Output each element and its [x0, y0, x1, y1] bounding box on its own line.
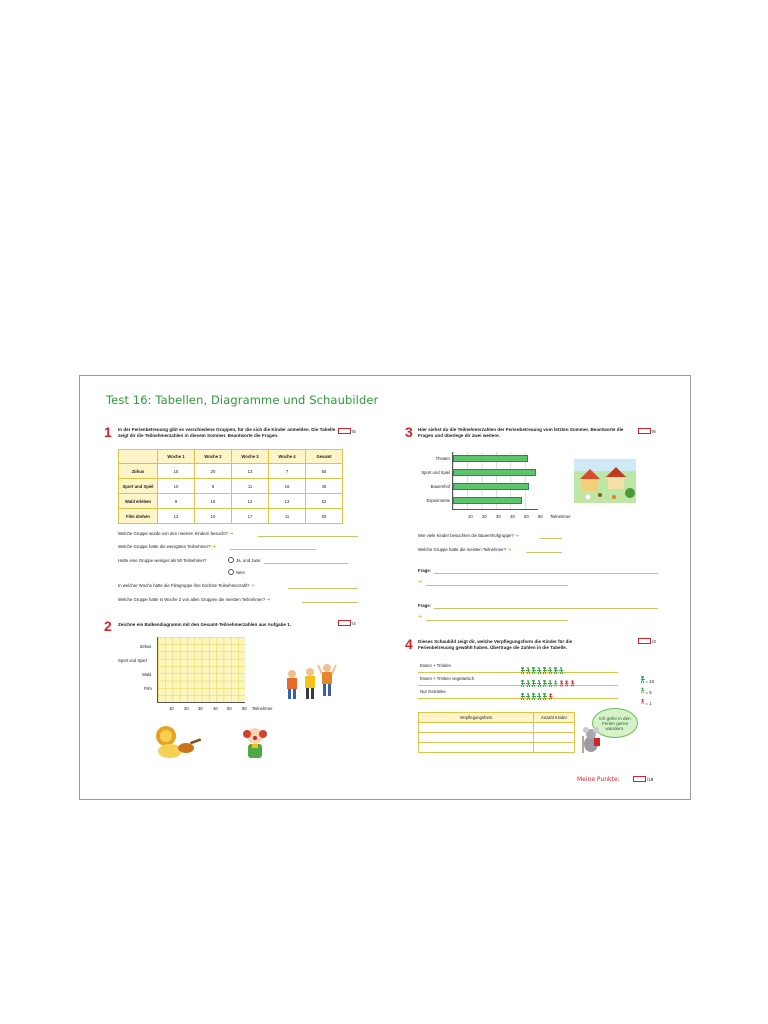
task2-instruction: Zeichne ein Balkendiagramm mit den Gesamt-Teilnehmerzahlen aus Aufgabe 1.	[118, 622, 292, 627]
answer-line[interactable]	[526, 552, 562, 553]
task1-question-4: In welcher Woche hatte die Filmgruppe ihre höchste Teilnehmerzahl? ➜	[118, 583, 255, 589]
arrow-icon: ➜	[211, 544, 216, 550]
task4-number: 4	[405, 636, 413, 652]
table-cell: 17	[232, 509, 269, 524]
clown-illustration	[240, 724, 270, 760]
y-category: Zirkus	[140, 644, 152, 649]
arrow-icon: ➜	[507, 547, 512, 553]
pictogram-row	[418, 673, 618, 686]
table-row	[119, 464, 343, 479]
task1-question-3: Hatte eine Gruppe weniger als 50 Teilnehmer?	[118, 558, 207, 563]
table-row	[419, 733, 575, 743]
legend-item: = 10	[640, 670, 654, 681]
table-cell-input[interactable]	[419, 733, 534, 743]
table-cell: 12	[232, 494, 269, 509]
table-row	[119, 494, 343, 509]
task3-number: 3	[405, 424, 413, 440]
table-cell: 11	[232, 479, 269, 494]
pictogram-label: Nur Getränke	[420, 689, 446, 694]
row-label: Sport und Spiel	[119, 479, 158, 494]
figure-icon	[520, 693, 525, 700]
bar-category-label: Sport und Spiel	[421, 470, 450, 475]
x-tick: 20	[482, 514, 487, 519]
answer-line[interactable]	[258, 536, 358, 537]
task1-points: /5	[352, 429, 356, 434]
table-cell: 15	[158, 464, 195, 479]
table-cell: 7	[269, 464, 306, 479]
table-cell: 10	[195, 509, 232, 524]
table-cell: 52	[306, 494, 343, 509]
task1-question-2: Welche Gruppe hatte die wenigsten Teilnehmer? ➜	[118, 544, 216, 550]
arrow-icon: ➜	[418, 579, 423, 585]
figure-icon	[531, 693, 536, 700]
answer-line[interactable]	[540, 538, 562, 539]
task2-points-box[interactable]	[338, 620, 351, 626]
x-tick: 60	[538, 514, 543, 519]
figure-icon	[526, 693, 531, 700]
arrow-icon: ➜	[418, 614, 423, 620]
radio-yes[interactable]	[228, 557, 234, 563]
task1-question-5: Welche Gruppe hatte in Woche 2 von allen Gruppen die meisten Teilnehmer? ➜	[118, 597, 271, 603]
figure-icon	[542, 693, 547, 700]
pictogram-row	[418, 660, 618, 673]
figure-icon	[537, 693, 542, 700]
bar-category-label: Bauernhof	[430, 484, 450, 489]
bar-experimente	[453, 497, 522, 504]
pictogram-row	[418, 686, 618, 699]
table-header: Verpflegungsform	[419, 713, 534, 723]
task3-points: /6	[652, 429, 656, 434]
option-no-label: Nein	[236, 570, 245, 575]
answer-line[interactable]	[302, 602, 358, 603]
y-category: Wald	[142, 672, 152, 677]
task1-question-1: Welche Gruppe wurde von den meisten Kindern besucht? ➜	[118, 531, 234, 537]
pictogram-legend	[640, 670, 654, 706]
table-corner	[119, 450, 158, 464]
task4-points-box[interactable]	[638, 638, 651, 644]
table-header: Woche 1	[158, 450, 195, 464]
y-category: Film	[144, 686, 152, 691]
table-row	[119, 479, 343, 494]
table-header: Anzahl Kinder	[534, 713, 575, 723]
x-tick: 50	[524, 514, 529, 519]
table-cell: 50	[306, 509, 343, 524]
score-label: Meine Punkte:	[577, 776, 620, 783]
answer-line[interactable]	[288, 588, 358, 589]
table-cell-input[interactable]	[419, 723, 534, 733]
figure-icon	[641, 688, 645, 694]
table-cell: 16	[269, 479, 306, 494]
task3-question-2: Welche Gruppe hatte die meisten Teilnehmer? ➜	[418, 547, 512, 553]
table-cell: 13	[232, 464, 269, 479]
lion-with-guitar-illustration	[152, 724, 202, 760]
task2-number: 2	[104, 618, 112, 634]
task1-number: 1	[104, 424, 112, 440]
answer-line[interactable]	[434, 608, 658, 609]
table-row	[419, 723, 575, 733]
pictogram-label: Essen + Trinken	[420, 663, 451, 668]
arrow-icon: ➜	[229, 531, 234, 537]
answer-line[interactable]	[426, 585, 568, 586]
table-cell: 45	[306, 479, 343, 494]
farm-illustration	[574, 459, 636, 503]
table-cell: 8	[195, 479, 232, 494]
figure-icon	[641, 699, 645, 704]
table-header: Woche 2	[195, 450, 232, 464]
bar-sport-und-spiel	[453, 469, 536, 476]
table-header: Woche 3	[232, 450, 269, 464]
table-row	[119, 509, 343, 524]
table-cell: 55	[306, 464, 343, 479]
task3-bar-chart	[418, 452, 571, 526]
x-tick: 40	[510, 514, 515, 519]
table-header: Gesamt	[306, 450, 343, 464]
bar-theater	[453, 455, 528, 462]
task3-instruction: Hier siehst du die Teilnehmerzahlen der Ferienbetreuung vom letzten Sommer. Beantworte die Fragen und überlege dir zwei weitere.	[418, 427, 624, 439]
task1-instruction: In der Ferienbetreuung gibt es verschiedene Gruppen, für die sich die Kinder anmelden. Die Tabelle zeigt dir die Teilnehmerzahlen in diesem Sommer. Beantworte die Fragen.	[118, 427, 336, 439]
row-label: Wald erleben	[119, 494, 158, 509]
task1-points-box[interactable]	[338, 428, 351, 434]
bar-chart-plot	[452, 452, 538, 510]
table-cell: 9	[158, 494, 195, 509]
page-title: Test 16: Tabellen, Diagramme und Schaubilder	[106, 393, 379, 407]
table-cell: 18	[195, 494, 232, 509]
speech-bubble: Ich gehe in den Ferien gerne wandern.	[592, 708, 638, 738]
arrow-icon: ➜	[515, 533, 520, 539]
frage-label: Frage:	[418, 603, 432, 608]
x-tick: 60	[242, 706, 247, 711]
empty-bar-chart-grid[interactable]	[157, 637, 245, 703]
option-yes-label: Ja, und zwar	[236, 558, 261, 563]
table-cell: 10	[158, 479, 195, 494]
worksheet-spread	[79, 375, 691, 800]
x-tick: 10	[169, 706, 174, 711]
x-tick: 10	[468, 514, 473, 519]
table-cell: 11	[269, 509, 306, 524]
table-cell: 20	[195, 464, 232, 479]
answer-line[interactable]	[264, 563, 348, 564]
arrow-icon: ➜	[250, 583, 255, 589]
x-tick: 50	[227, 706, 232, 711]
dancing-children-illustration	[280, 662, 338, 704]
total-points: /18	[647, 777, 654, 782]
answer-line[interactable]	[230, 549, 316, 550]
table-cell-input[interactable]	[534, 733, 575, 743]
radio-no[interactable]	[228, 569, 234, 575]
table-header: Woche 4	[269, 450, 306, 464]
table-cell: 13	[269, 494, 306, 509]
task2-points: /4	[352, 621, 356, 626]
pictogram-label: Essen + Trinken vegetarisch	[420, 676, 475, 681]
bar-bauernhof	[453, 483, 529, 490]
x-tick: 40	[213, 706, 218, 711]
legend-item: = 1	[640, 692, 654, 703]
row-label: Zirkus	[119, 464, 158, 479]
figure-icon	[640, 676, 645, 683]
legend-item: = 5	[640, 681, 654, 692]
table-cell-input[interactable]	[534, 743, 575, 753]
pictogram-figures	[520, 687, 553, 705]
answer-line[interactable]	[426, 620, 568, 621]
total-points-box[interactable]	[633, 776, 646, 782]
bar-category-label: Theater	[435, 456, 450, 461]
figure-icon	[548, 694, 552, 700]
task3-points-box[interactable]	[638, 428, 651, 434]
x-tick: 30	[496, 514, 501, 519]
x-tick: 30	[198, 706, 203, 711]
table-row	[419, 743, 575, 753]
task3-question-1: Wie viele Kinder besuchten die Bauernhofgruppe? ➜	[418, 533, 520, 539]
table-cell-input[interactable]	[534, 723, 575, 733]
y-category: Sport und Spiel	[118, 658, 147, 663]
table-cell-input[interactable]	[419, 743, 534, 753]
bar-category-label: Experimente	[426, 498, 450, 503]
x-axis-label: Teilnehmer	[252, 706, 273, 711]
x-axis-label: Teilnehmer	[550, 514, 571, 519]
mouse-hiker-illustration	[580, 726, 602, 754]
task4-instruction: Dieses Schaubild zeigt dir, welche Verpflegungsform die Kinder für die Ferienbetreuung gewählt haben. Übertrage die Zahlen in die Tabelle.	[418, 639, 573, 651]
table-cell: 12	[158, 509, 195, 524]
task1-table	[118, 449, 343, 524]
task4-answer-table	[418, 712, 575, 753]
arrow-icon: ➜	[266, 597, 271, 603]
row-label: Film drehen	[119, 509, 158, 524]
x-tick: 20	[184, 706, 189, 711]
frage-label: Frage:	[418, 568, 432, 573]
answer-line[interactable]	[434, 573, 658, 574]
task4-points: /3	[652, 639, 656, 644]
